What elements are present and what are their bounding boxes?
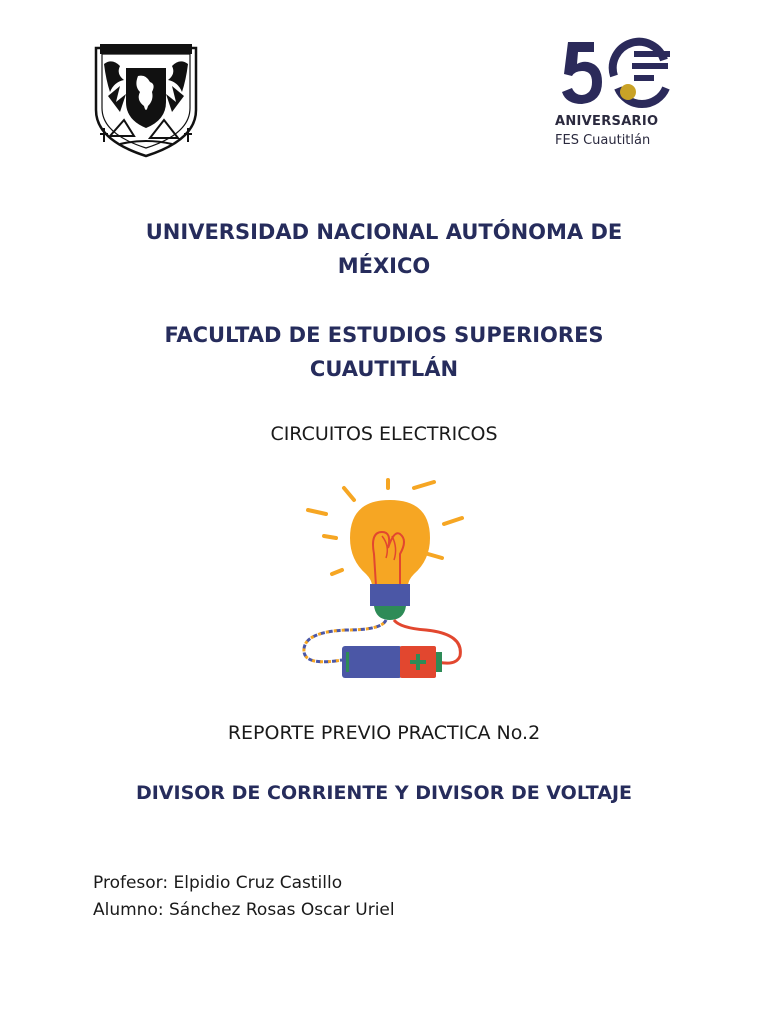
faculty-title-line2: CUAUTITLÁN [309,357,459,381]
university-title-line1: UNIVERSIDAD NACIONAL AUTÓNOMA DE [145,220,623,244]
lightbulb-battery-icon [296,474,472,684]
faculty-title-line1: FACULTAD DE ESTUDIOS SUPERIORES [164,323,604,347]
professor-name: Profesor: Elpidio Cruz Castillo [93,873,343,893]
university-title-line2: MÉXICO [337,254,431,278]
report-title: REPORTE PREVIO PRACTICA No.2 [227,722,541,744]
university-title [0,215,768,283]
student-name: Alumno: Sánchez Rosas Oscar Uriel [93,900,395,920]
fes-anniversary-logo [548,36,678,154]
subject-name: CIRCUITOS ELECTRICOS [270,423,498,445]
fes-campus-label: FES Cuautitlán [555,133,651,148]
faculty-title [0,318,768,386]
unam-crest-icon [90,40,202,160]
fes-anniversary-label: ANIVERSARIO [555,114,659,129]
fes-50-icon [548,36,678,114]
practice-topic: DIVISOR DE CORRIENTE Y DIVISOR DE VOLTAJE [135,782,633,804]
